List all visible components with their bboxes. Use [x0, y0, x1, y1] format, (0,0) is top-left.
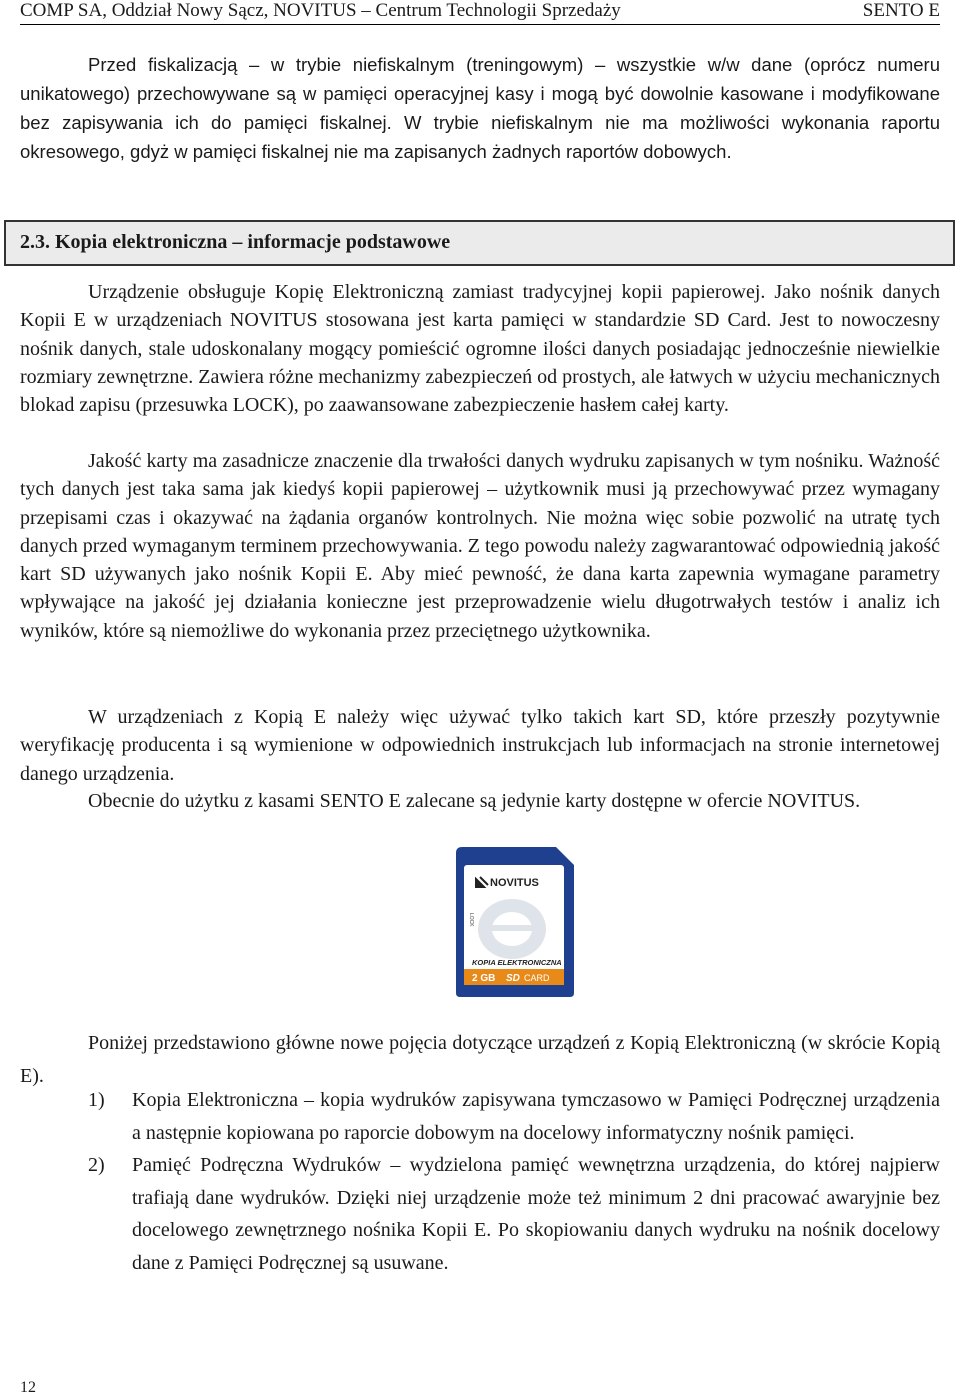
concepts-intro: Poniżej przedstawiono główne nowe pojęcia dotyczące urządzeń z Kopią Elektroniczną (w skrócie Kopią E). [20, 1032, 940, 1087]
lock-label: LOCK [468, 913, 474, 927]
sd-card-image [456, 847, 574, 997]
sd-card-word: CARD [524, 973, 550, 983]
page-number: 12 [20, 1379, 36, 1396]
list-item [20, 1149, 940, 1279]
list-item-number: 1) [88, 1089, 105, 1111]
sd-card-product: KOPIA ELEKTRONICZNA [472, 958, 562, 967]
page-header [20, 0, 940, 25]
body-paragraph-4: Obecnie do użytku z kasami SENTO E zalecane są jedynie karty dostępne w ofercie NOVITUS. [88, 790, 861, 812]
body-paragraph-2: Jakość karty ma zasadnicze znaczenie dla trwałości danych wydruku zapisanych w tym nośniku. Ważność tych danych jest taka sama jak kiedyś kopii papierowej – użytkownik musi ją przechowywać przez wymagany przepisami czas i okazywać na żądania organów kontrolnych. Nie można więc sobie pozwolić na utratę tych danych przed wymaganym terminem przechowywania. Z tego powodu należy zagwarantować odpowiednią jakość kart SD używanych jako nośnik Kopii E. Aby mieć pewność, że dana karta zapewnia wymagane parametry wpływające na jakość jej działania konieczne jest przeprowadzenie wielu długotrwałych testów i analiz ich wyników, które są niemożliwe do wykonania przez przeciętnego użytkownika. [20, 450, 940, 642]
concepts-list [20, 1084, 940, 1279]
sd-card-brand: NOVITUS [490, 877, 539, 889]
list-item-number: 2) [88, 1154, 105, 1176]
intro-paragraph: Przed fiskalizacją – w trybie niefiskalnym (treningowym) – wszystkie w/w dane (oprócz numeru unikatowego) przechowywane są w pamięci operacyjnej kasy i mogą być dowolnie kasowane i modyfikowane bez zapisywania ich do pamięci fiskalnej. W trybie niefiskalnym nie ma możliwości wykonania raportu okresowego, gdyż w pamięci fiskalnej nie ma zapisanych żadnych raportów dobowych. [20, 54, 940, 162]
section-title: 2.3. Kopia elektroniczna – informacje podstawowe [20, 231, 451, 253]
list-item [20, 1084, 940, 1149]
body-paragraph-1: Urządzenie obsługuje Kopię Elektroniczną zamiast tradycyjnej kopii papierowej. Jako nośnik danych Kopii E w urządzeniach NOVITUS stosowana jest karta pamięci w standardzie SD Card. Jest to nowoczesny nośnik danych, stale udoskonalany mogący pomieścić ogromne ilości danych posiadając jednocześnie niewielkie rozmiary zewnętrzne. Zawiera różne mechanizmy zabezpieczeń od prostych, ale łatwych w użyciu mechanicznych blokad zapisu (przesuwka LOCK), po zaawansowane zabezpieczenie hasłem całej karty. [20, 281, 940, 417]
section-heading-box [4, 220, 955, 266]
sd-card-capacity: 2 GB [472, 973, 496, 984]
body-paragraph-3: W urządzeniach z Kopią E należy więc używać tylko takich kart SD, które przeszły pozytywnie weryfikację producenta i są wymienione w odpowiednich instrukcjach lub informacjach na stronie internetowej danego urządzenia. [20, 706, 940, 785]
header-company: COMP SA, Oddział Nowy Sącz, NOVITUS – Centrum Technologii Sprzedaży [20, 0, 621, 21]
sd-logo: SD [506, 973, 520, 984]
list-item-text: Pamięć Podręczna Wydruków – wydzielona pamięć wewnętrzna urządzenia, do której najpierw trafiają dane wydruków. Dzięki niej urządzenie może też minimum 2 dni pracować awaryjnie bez docelowego zewnętrznego nośnika Kopii E. Po skopiowaniu danych wydruku na nośnik docelowy dane z Pamięci Podręcznej są usuwane. [132, 1154, 940, 1274]
header-product: SENTO E [862, 0, 940, 21]
list-item-text: Kopia Elektroniczna – kopia wydruków zapisywana tymczasowo w Pamięci Podręcznej urządzenia a następnie kopiowana po raporcie dobowym na docelowy informatyczny nośnik pamięci. [132, 1089, 940, 1144]
